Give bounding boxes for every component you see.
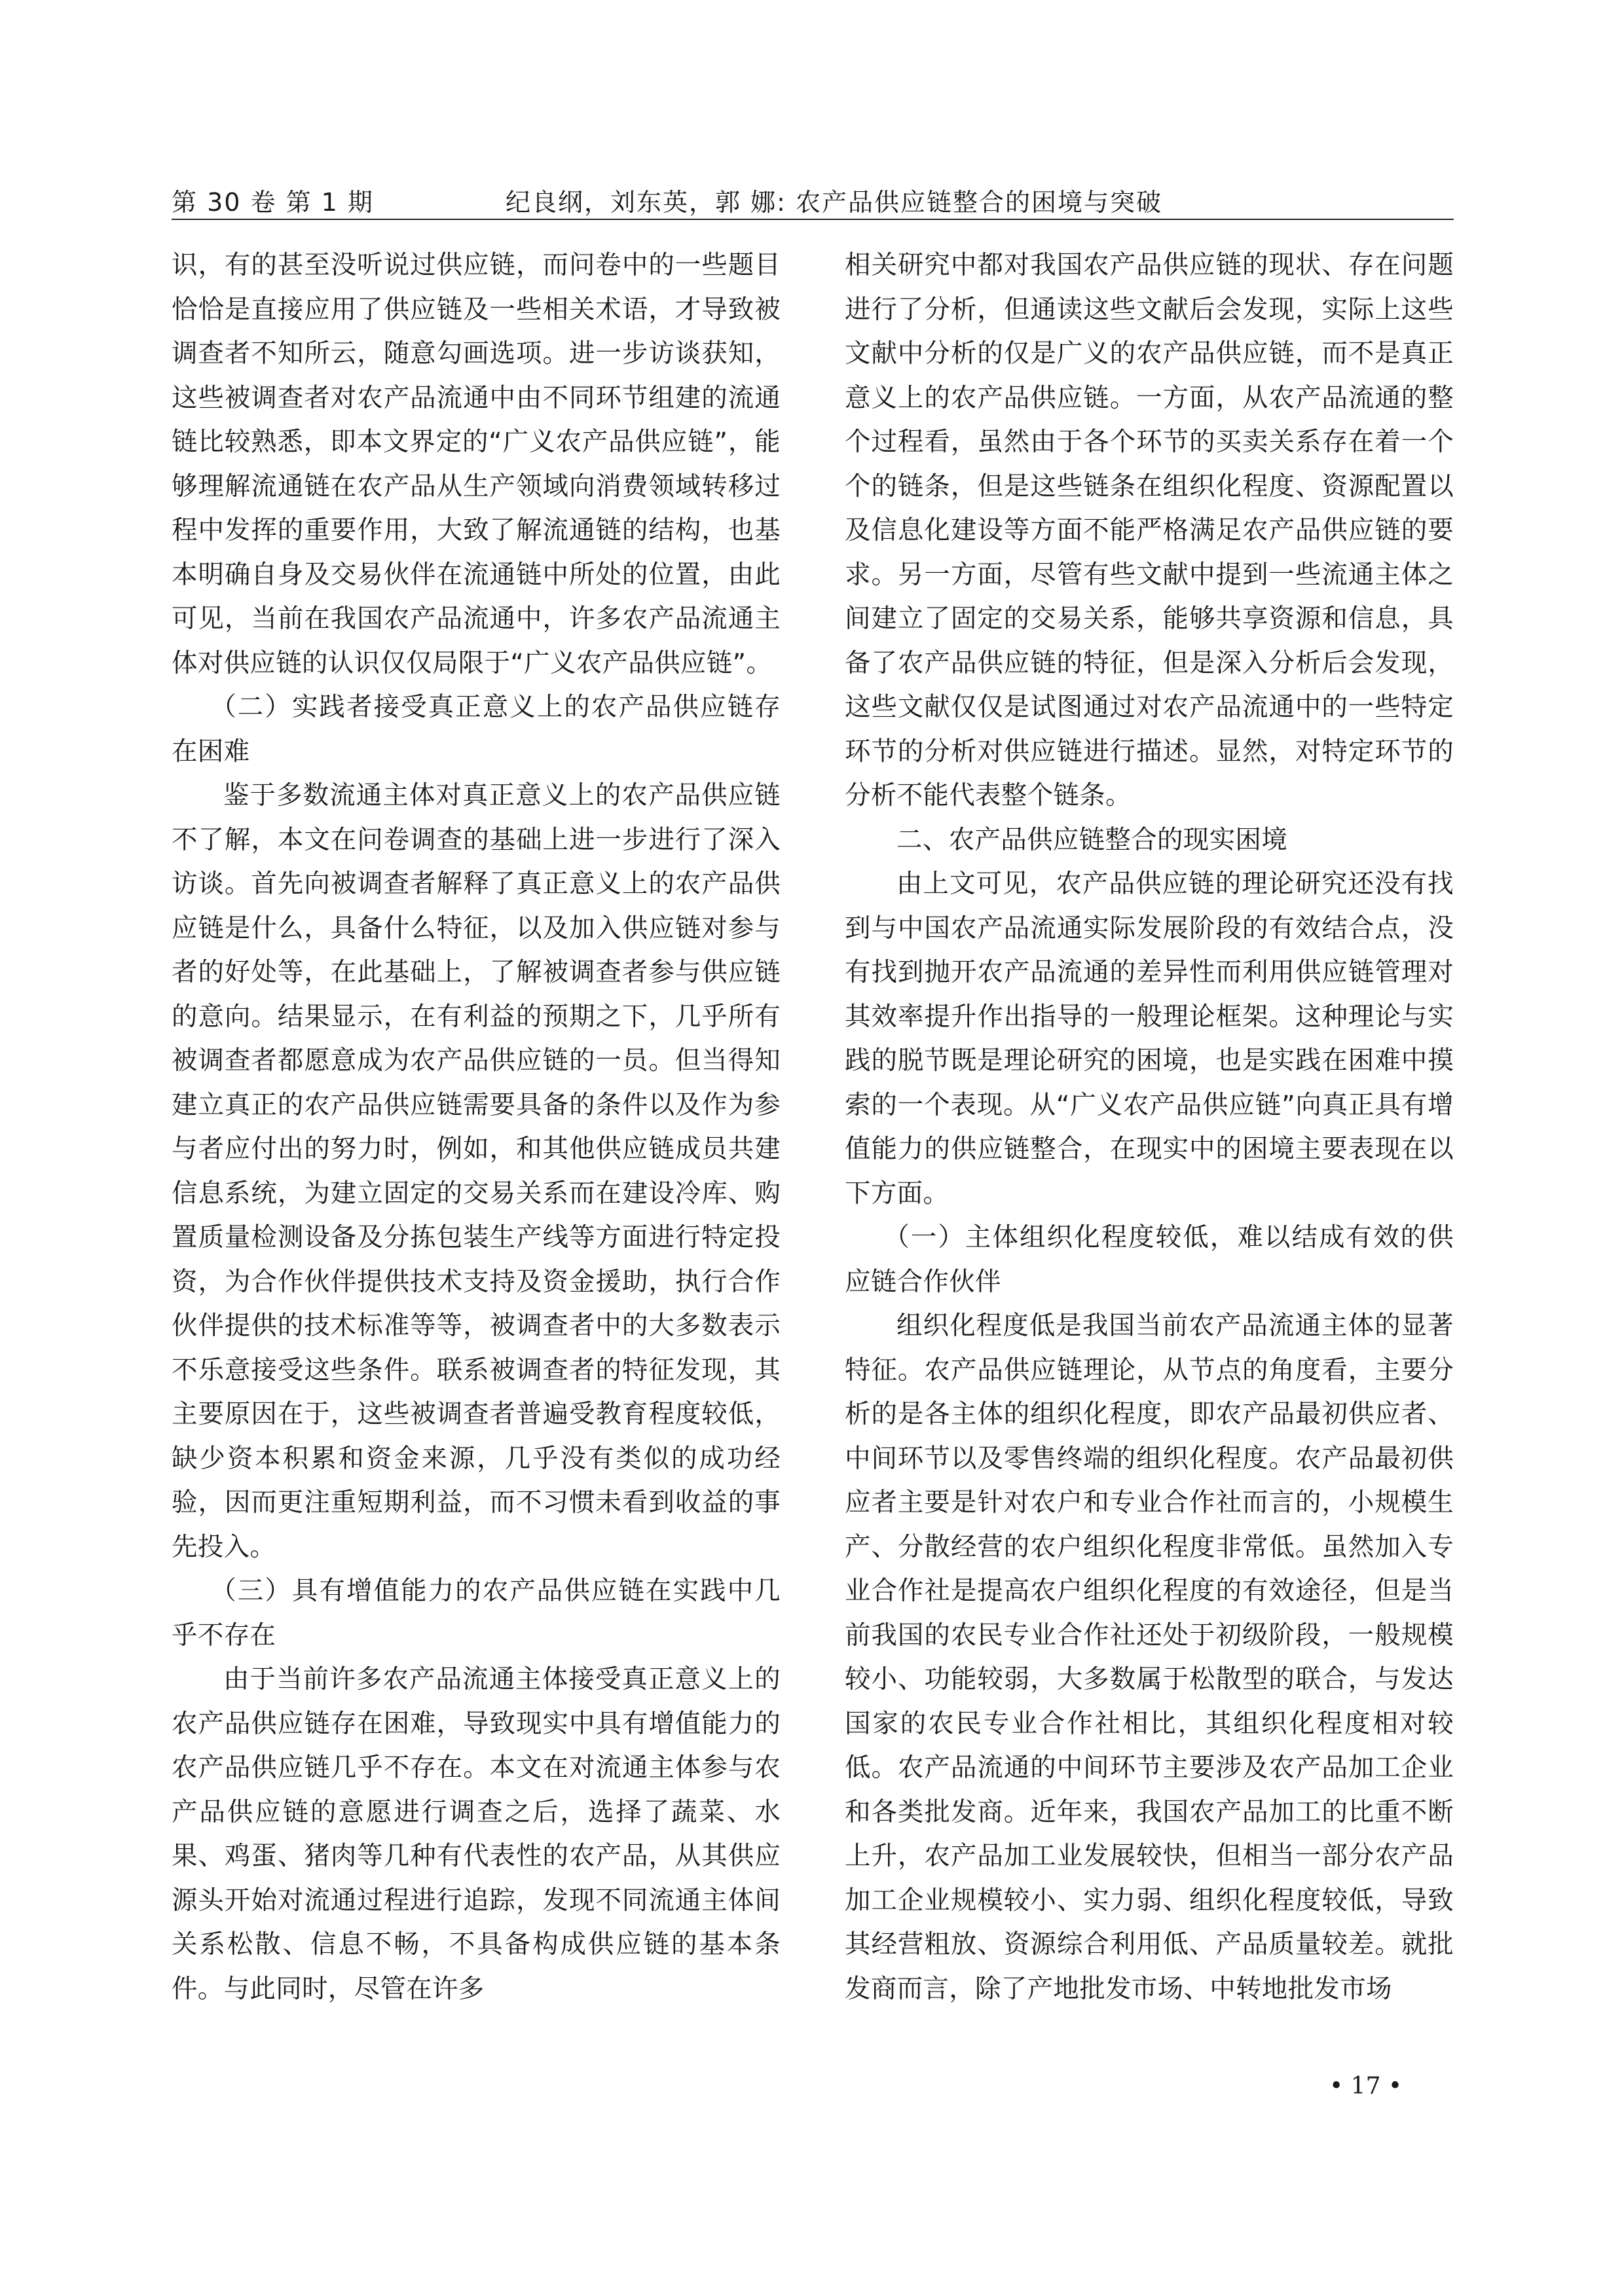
section-heading: 二、农产品供应链整合的现实困境: [896, 824, 1287, 855]
paragraph: 由于当前许多农产品流通主体接受真正意义上的农产品供应链存在困难，导致现实中具有增值能力的农产品供应链几乎不存在。本文在对流通主体参与农产品供应链的意愿进行调查之后，选择了蔬菜、水果、鸡蛋、猪肉等几种有代表性的农产品，从其供应源头开始对流通过程进行追踪，发现不同流通主体间关系松散、信息不畅，不具备构成供应链的基本条件。与此同时，尽管在许多: [172, 1664, 781, 2004]
section-heading: （一）主体组织化程度较低，难以结成有效的供应链合作伙伴: [845, 1222, 1454, 1297]
section-heading: （二）实践者接受真正意义上的农产品供应链存在困难: [172, 692, 781, 767]
page-number: • 17 •: [1329, 2073, 1403, 2100]
section-heading: （三）具有增值能力的农产品供应链在实践中几乎不存在: [172, 1576, 781, 1650]
running-header: [172, 175, 1454, 219]
article-authors-title: 纪良纲，刘东英，郭 娜: 农产品供应链整合的困境与突破: [506, 188, 1162, 217]
right-column: [845, 244, 1454, 2011]
journal-issue: 第 30 卷 第 1 期: [172, 188, 374, 217]
header-rule: [172, 219, 1454, 220]
paragraph: 由上文可见，农产品供应链的理论研究还没有找到与中国农产品流通实际发展阶段的有效结合点，没有找到抛开农产品流通的差异性而利用供应链管理对其效率提升作出指导的一般理论框架。这种理论与实践的脱节既是理论研究的困境，也是实践在困难中摸索的一个表现。从“广义农产品供应链”向真正具有增值能力的供应链整合，在现实中的困境主要表现在以下方面。: [845, 869, 1454, 1209]
paragraph: 鉴于多数流通主体对真正意义上的农产品供应链不了解，本文在问卷调查的基础上进一步进行了深入访谈。首先向被调查者解释了真正意义上的农产品供应链是什么，具备什么特征，以及加入供应链对参与者的好处等，在此基础上，了解被调查者参与供应链的意向。结果显示，在有利益的预期之下，几乎所有被调查者都愿意成为农产品供应链的一员。但当得知建立真正的农产品供应链需要具备的条件以及作为参与者应付出的努力时，例如，和其他供应链成员共建信息系统，为建立固定的交易关系而在建设冷库、购置质量检测设备及分拣包装生产线等方面进行特定投资，为合作伙伴提供技术支持及资金援助，执行合作伙伴提供的技术标准等等，被调查者中的大多数表示不乐意接受这些条件。联系被调查者的特征发现，其主要原因在于，这些被调查者普遍受教育程度较低，缺少资本积累和资金来源，几乎没有类似的成功经验，因而更注重短期利益，而不习惯未看到收益的事先投入。: [172, 780, 781, 1562]
paragraph: 组织化程度低是我国当前农产品流通主体的显著特征。农产品供应链理论，从节点的角度看，主要分析的是各主体的组织化程度，即农产品最初供应者、中间环节以及零售终端的组织化程度。农产品最初供应者主要是针对农户和专业合作社而言的，小规模生产、分散经营的农户组织化程度非常低。虽然加入专业合作社是提高农户组织化程度的有效途径，但是当前我国的农民专业合作社还处于初级阶段，一般规模较小、功能较弱，大多数属于松散型的联合，与发达国家的农民专业合作社相比，其组织化程度相对较低。农产品流通的中间环节主要涉及农产品加工企业和各类批发商。近年来，我国农产品加工的比重不断上升，农产品加工业发展较快，但相当一部分农产品加工企业规模较小、实力弱、组织化程度较低，导致其经营粗放、资源综合利用低、产品质量较差。就批发商而言，除了产地批发市场、中转地批发市场: [845, 1311, 1454, 2004]
paragraph: 相关研究中都对我国农产品供应链的现状、存在问题进行了分析，但通读这些文献后会发现，实际上这些文献中分析的仅是广义的农产品供应链，而不是真正意义上的农产品供应链。一方面，从农产品流通的整个过程看，虽然由于各个环节的买卖关系存在着一个个的链条，但是这些链条在组织化程度、资源配置以及信息化建设等方面不能严格满足农产品供应链的要求。另一方面，尽管有些文献中提到一些流通主体之间建立了固定的交易关系，能够共享资源和信息，具备了农产品供应链的特征，但是深入分析后会发现，这些文献仅仅是试图通过对农产品流通中的一些特定环节的分析对供应链进行描述。显然，对特定环节的分析不能代表整个链条。: [845, 250, 1454, 811]
left-column: [172, 244, 781, 2011]
paragraph: 识，有的甚至没听说过供应链，而问卷中的一些题目恰恰是直接应用了供应链及一些相关术语，才导致被调查者不知所云，随意勾画选项。进一步访谈获知，这些被调查者对农产品流通中由不同环节组建的流通链比较熟悉，即本文界定的“广义农产品供应链”，能够理解流通链在农产品从生产领域向消费领域转移过程中发挥的重要作用，大致了解流通链的结构，也基本明确自身及交易伙伴在流通链中所处的位置，由此可见，当前在我国农产品流通中，许多农产品流通主体对供应链的认识仅仅局限于“广义农产品供应链”。: [172, 250, 781, 678]
